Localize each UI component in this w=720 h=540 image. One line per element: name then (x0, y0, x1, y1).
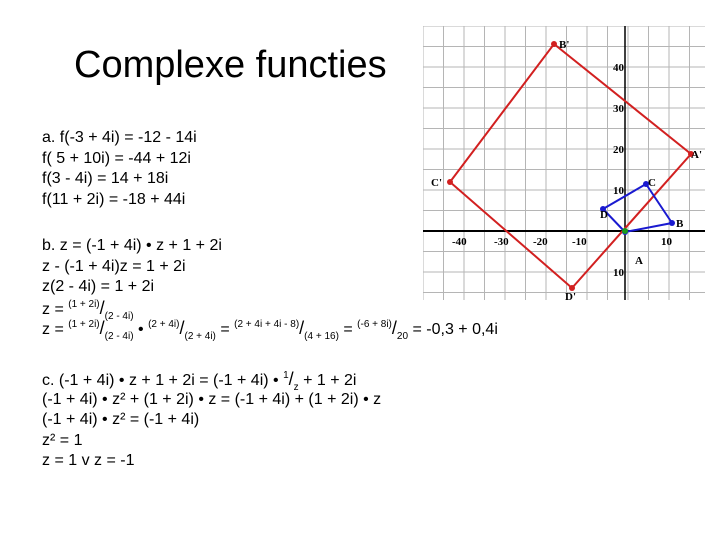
part-c-line3: (-1 + 4i) • z² = (-1 + 4i) (42, 411, 200, 428)
dot-operator: • (133, 321, 149, 338)
frac-numerator: (2 + 4i + 4i - 8) (234, 319, 300, 330)
part-a-line: f(11 + 2i) = -18 + 44i (42, 190, 186, 208)
part-b-line4: $z = ^{(1 + 2i)}/_{(2 - 4i)}$ (42, 297, 134, 322)
frac-denominator: (2 + 4i) (184, 331, 216, 342)
part-c-block (42, 369, 381, 472)
part-c-line4: z² = 1 (42, 431, 83, 449)
label-d-prime: D' (565, 291, 576, 300)
x-tick-label: -30 (494, 236, 509, 248)
label-c-prime: C' (431, 177, 442, 189)
equals-sign: = (215, 321, 235, 338)
label-b-prime: B' (559, 39, 570, 51)
part-c-text: c. (-1 + 4i) • z + 1 + 2i = (-1 + 4i) • (42, 372, 284, 389)
slide-title: Complexe functies (74, 44, 387, 86)
x-tick-label: -40 (452, 236, 467, 248)
point-b-prime (551, 41, 557, 47)
x-tick-label: -10 (572, 236, 587, 248)
part-c-line1: c. (-1 + 4i) • z + 1 + 2i = (-1 + 4i) • $^1/_z + 1 + 2i$ (42, 369, 357, 393)
frac-lhs: z = (42, 300, 69, 318)
frac-denominator: (2 - 4i) (104, 331, 134, 342)
equals-sign: = (338, 321, 358, 338)
part-b-line5: $z = ^{(1 + 2i)}/_{(2 - 4i)}$ • $^{(2 + 4i)}/_{(2 + 4i)} = ^{(2 + 4i + 4i - 8)}/_{(4 + 16)} = ^{(-6 + 8i)}/_{20} = -0,3 + 0,4i$ (42, 318, 498, 342)
label-c: C (648, 177, 656, 189)
part-a-line: f( 5 + 10i) = -44 + 12i (42, 149, 191, 167)
point-b (669, 220, 675, 226)
label-a-prime: A' (691, 149, 702, 161)
part-a-block (42, 128, 197, 210)
frac-lhs: z = (42, 321, 69, 338)
part-a-line: f(3 - 4i) = 14 + 18i (42, 170, 169, 187)
y-tick-label: 10 (613, 185, 624, 197)
label-a: A (635, 255, 643, 267)
result-value: = -0,3 + 0,4i (408, 321, 498, 338)
frac-numerator: (2 + 4i) (148, 319, 180, 330)
part-c-line5: z = 1 v z = -1 (42, 452, 135, 469)
part-a-line: a. f(-3 + 4i) = -12 - 14i (42, 129, 197, 146)
frac-denominator: (2 - 4i) (104, 310, 134, 322)
frac-numerator: 1 (283, 370, 289, 381)
part-c-text: + 1 + 2i (298, 372, 357, 389)
frac-numerator: (-6 + 8i) (357, 319, 392, 330)
label-d: D (600, 209, 608, 221)
point-c-prime (447, 179, 453, 185)
x-tick-label: -20 (533, 236, 548, 248)
frac-denominator: z (293, 382, 299, 393)
frac-numerator: (1 + 2i) (68, 298, 100, 310)
frac-denominator: (4 + 16) (304, 331, 339, 342)
part-b-line2: z - (-1 + 4i)z = 1 + 2i (42, 257, 186, 275)
frac-numerator: (1 + 2i) (68, 319, 100, 330)
part-c-line2: (-1 + 4i) • z² + (1 + 2i) • z = (-1 + 4i) + (1 + 2i) • z (42, 390, 382, 408)
y-tick-label: 40 (613, 62, 624, 74)
frac-denominator: 20 (396, 331, 409, 342)
part-b-line1: b. z = (-1 + 4i) • z + 1 + 2i (42, 237, 222, 254)
label-b: B (676, 218, 684, 230)
part-b-line3: z(2 - 4i) = 1 + 2i (42, 278, 155, 295)
origin-point (622, 228, 628, 234)
x-tick-label: 10 (661, 236, 672, 248)
part-b-block (42, 236, 498, 342)
y-tick-label: 20 (613, 144, 624, 156)
y-tick-label: 30 (613, 103, 624, 115)
y-tick-label: 10 (613, 267, 624, 279)
